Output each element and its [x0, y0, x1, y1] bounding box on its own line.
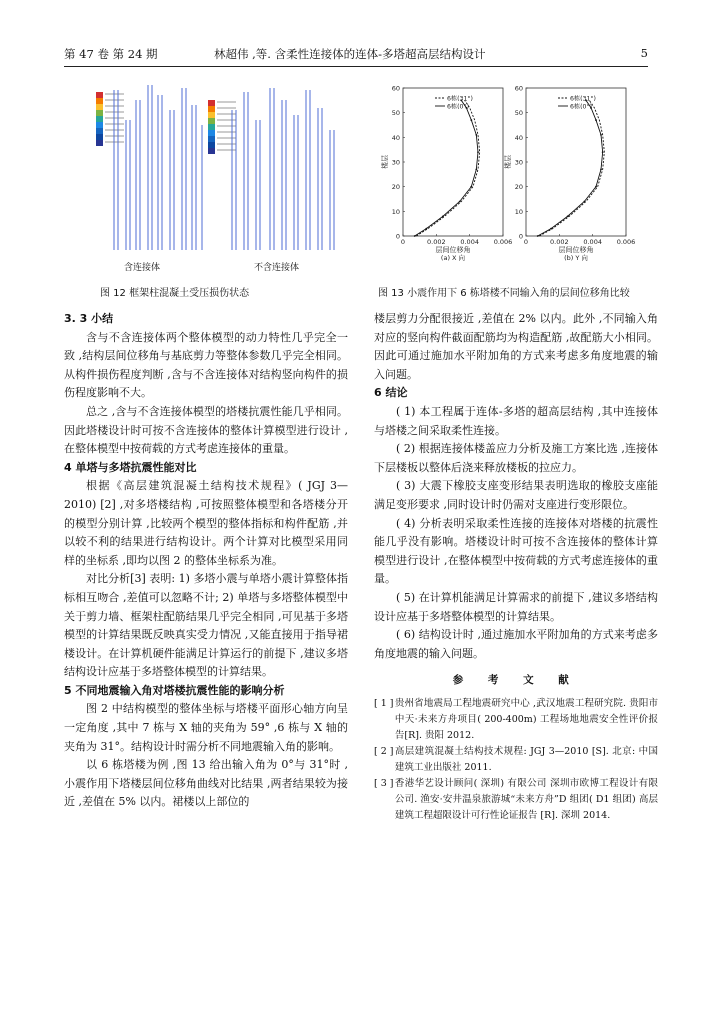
- section-5-heading: 5 不同地震输入角对塔楼抗震性能的影响分析: [64, 683, 285, 697]
- x-tick-label: 0.004: [460, 238, 479, 246]
- left-model-columns: [114, 85, 202, 250]
- data-point: [550, 228, 552, 230]
- paragraph: 楼层剪力分配很接近 ,差值在 2% 以内。此外 ,不同输入角对应的竖向构件截面配筋均为构造配筋 ,故配筋大小相同。因此可通过施加水平附加角的方式来考虑多角度地震的输入问题。: [374, 312, 658, 381]
- y-tick-label: 50: [391, 109, 400, 118]
- data-point: [602, 151, 604, 153]
- data-point: [583, 201, 585, 203]
- paragraph: 总之 ,含与不含连接体模型的塔楼抗震性能几乎相同。因此塔楼设计时可按不含连接体的整体计算模型进行设计 ,在整体模型中按荷载的方式考虑连接体的重量。: [64, 404, 348, 456]
- conclusion-item: ( 5) 在计算机能满足计算需求的前提下 ,建议多塔结构设计应基于多塔整体模型的计算结果。: [374, 590, 658, 623]
- series-line: [539, 100, 604, 236]
- data-point: [414, 235, 416, 237]
- paragraph: 以 6 栋塔楼为例 ,图 13 给出输入角为 0°与 31°时 ,小震作用下塔楼层间位移角曲线对比结果 ,两者结果较为接近 ,差值在 5% 以内。裙楼以上部位的: [64, 758, 348, 809]
- figure-13: [378, 80, 658, 270]
- conclusion-item: ( 6) 结构设计时 ,通过施加水平附加角的方式来考虑多角度地震的输入问题。: [374, 628, 658, 660]
- fig12-left-label: 含连接体: [124, 263, 161, 273]
- y-tick-label: 60: [391, 84, 400, 93]
- left-legend: [96, 92, 124, 146]
- y-tick-label: 40: [514, 133, 523, 142]
- fig13-chart: [378, 80, 658, 270]
- data-point: [595, 119, 597, 121]
- data-point: [567, 215, 569, 217]
- x-axis-label: 层间位移角: [435, 246, 471, 254]
- y-tick-label: 30: [514, 158, 523, 167]
- data-point: [595, 186, 597, 188]
- data-point: [442, 215, 444, 217]
- data-point: [475, 169, 477, 171]
- paragraph: 根据《高层建筑混凝土结构技术规程》( JGJ 3—2010) [2] ,对多塔楼结构 ,可按照整体模型和各塔楼分开的模型分别计算 ,比较两个模型的整体指标和构件配筋 ,并以较不利的结果进行结构设计。两个计算对比模型采用同样的坐标系 ,即均以图 2 的整体坐标系为准。: [64, 479, 348, 567]
- y-tick-label: 0: [395, 232, 400, 241]
- fig12-caption: 图 12 框架柱混凝土受压损伤状态: [100, 288, 250, 299]
- series-line: [416, 100, 479, 236]
- data-point: [470, 186, 472, 188]
- section-3-3-heading: 3. 3 小结: [64, 312, 114, 325]
- y-tick-label: 60: [514, 84, 523, 93]
- y-tick-label: 50: [514, 109, 523, 118]
- section-4-heading: 4 单塔与多塔抗震性能对比: [64, 460, 197, 474]
- y-tick-label: 40: [391, 133, 400, 142]
- damage-contour-image: [66, 80, 356, 260]
- data-point: [600, 169, 602, 171]
- conclusion-item: ( 1) 本工程属于连体-多塔的超高层结构 ,其中连接体与塔楼之间采取柔性连接。: [374, 404, 658, 437]
- reference-item: [ 1 ] 贵州省地震局工程地震研究中心 ,武汉地震工程研究院. 贵阳市中天·未来方舟项目( 200-400m) 工程场地地震安全性评价报告[R]. 贵阳 2012.: [374, 697, 658, 741]
- series-line: [538, 100, 603, 236]
- y-tick-label: 20: [514, 183, 523, 192]
- series-line: [415, 100, 478, 236]
- data-point: [600, 134, 602, 136]
- x-tick-label: 0.002: [427, 238, 446, 246]
- figure-12: [66, 80, 356, 273]
- running-title: 林超伟 ,等. 含柔性连接体的连体-多塔超高层结构设计: [214, 47, 486, 61]
- y-tick-label: 10: [514, 207, 523, 216]
- paragraph: 含与不含连接体两个整体模型的动力特性几乎完全一致 ,结构层间位移角与基底剪力等整体参数几乎完全相同。从构件损伤程度判断 ,含与不含连接体对结构竖向构件的损伤程度影响不大。: [64, 330, 348, 400]
- data-point: [470, 119, 472, 121]
- data-point: [475, 134, 477, 136]
- right-model-columns: [232, 88, 334, 250]
- legend-label: 6栋(0°): [570, 103, 592, 111]
- data-point: [459, 201, 461, 203]
- running-header: [64, 46, 648, 68]
- fig12-right-label: 不含连接体: [254, 263, 300, 273]
- x-tick-label: 0.002: [550, 238, 569, 246]
- subplot-label: (b) Y 向: [564, 254, 588, 262]
- reference-item: [ 3 ] 香港华艺设计顾问( 深圳) 有限公司 深圳市欧博工程设计有限公司. 渔安·安井温泉旅游城“未来方舟”D 组团( D1 组团) 高层建筑工程超限设计可行性论证报告 [R]. 深圳 2014.: [374, 777, 658, 821]
- reference-item: [ 2 ] 高层建筑混凝土结构技术规程: JGJ 3—2010 [S]. 北京: 中国建筑工业出版社 2011.: [374, 745, 658, 773]
- x-tick-label: 0: [400, 238, 406, 246]
- section-6-heading: 6 结论: [374, 386, 408, 400]
- legend-label: 6栋(31°): [570, 95, 596, 103]
- data-point: [425, 228, 427, 230]
- paragraph: 对比分析[3] 表明: 1) 多塔小震与单塔小震计算整体指标相互吻合 ,差值可以忽略不计; 2) 单塔与多塔整体模型中关于剪力墙、框架柱配筋结果几乎完全相同 ,可见基于多塔模型的计算结果既反映真实受力情况 ,又能直接用于指导裙楼设计。在计算机硬件能满足计算运行的前提下 ,建议多塔结构设计应基于多塔整体模型的计算结果。: [64, 572, 348, 679]
- header-rule: [64, 66, 648, 67]
- x-axis-label: 层间位移角: [558, 246, 594, 254]
- y-tick-label: 20: [391, 183, 400, 192]
- data-point: [537, 235, 539, 237]
- conclusion-item: ( 3) 大震下橡胶支座变形结果表明选取的橡胶支座能满足变形要求 ,同时设计时仍需对支座进行变形限位。: [374, 479, 658, 511]
- paragraph: 图 2 中结构模型的整体坐标与塔楼平面形心轴方向呈一定角度 ,其中 7 栋与 X 轴的夹角为 59° ,6 栋与 X 轴的夹角为 31°。结构设计时需分析不同地震输入角的影响。: [64, 702, 348, 753]
- journal-volume: 第 47 卷 第 24 期: [64, 47, 158, 61]
- references-heading: 参 考 文 献: [452, 674, 580, 687]
- conclusion-item: ( 2) 根据连接体楼盖应力分析及施工方案比选 ,连接体下层楼板以整体后浇来释放楼板的拉应力。: [374, 442, 658, 474]
- left-column: [64, 310, 348, 812]
- x-tick-label: 0: [523, 238, 529, 246]
- y-tick-label: 10: [391, 207, 400, 216]
- conclusion-item: ( 4) 分析表明采取柔性连接的连接体对塔楼的抗震性能几乎没有影响。塔楼设计时可按不含连接体的整体计算模型进行设计 ,在整体模型中按荷载的方式考虑连接体的重量。: [374, 516, 658, 586]
- x-tick-label: 0.006: [493, 238, 513, 246]
- y-axis-label: 楼层: [381, 155, 389, 169]
- y-tick-label: 30: [391, 158, 400, 167]
- y-axis-label: 楼层: [504, 155, 512, 169]
- right-column: [374, 310, 658, 824]
- page-number: 5: [640, 46, 648, 60]
- legend-label: 6栋(0°): [447, 103, 469, 111]
- x-tick-label: 0.006: [616, 238, 636, 246]
- legend-label: 6栋(31°): [447, 95, 473, 103]
- subplot-label: (a) X 向: [440, 254, 466, 262]
- data-point: [477, 151, 479, 153]
- fig13-caption: 图 13 小震作用下 6 栋塔楼不同输入角的层间位移角比较: [378, 288, 630, 299]
- y-tick-label: 0: [518, 232, 523, 241]
- x-tick-label: 0.004: [583, 238, 602, 246]
